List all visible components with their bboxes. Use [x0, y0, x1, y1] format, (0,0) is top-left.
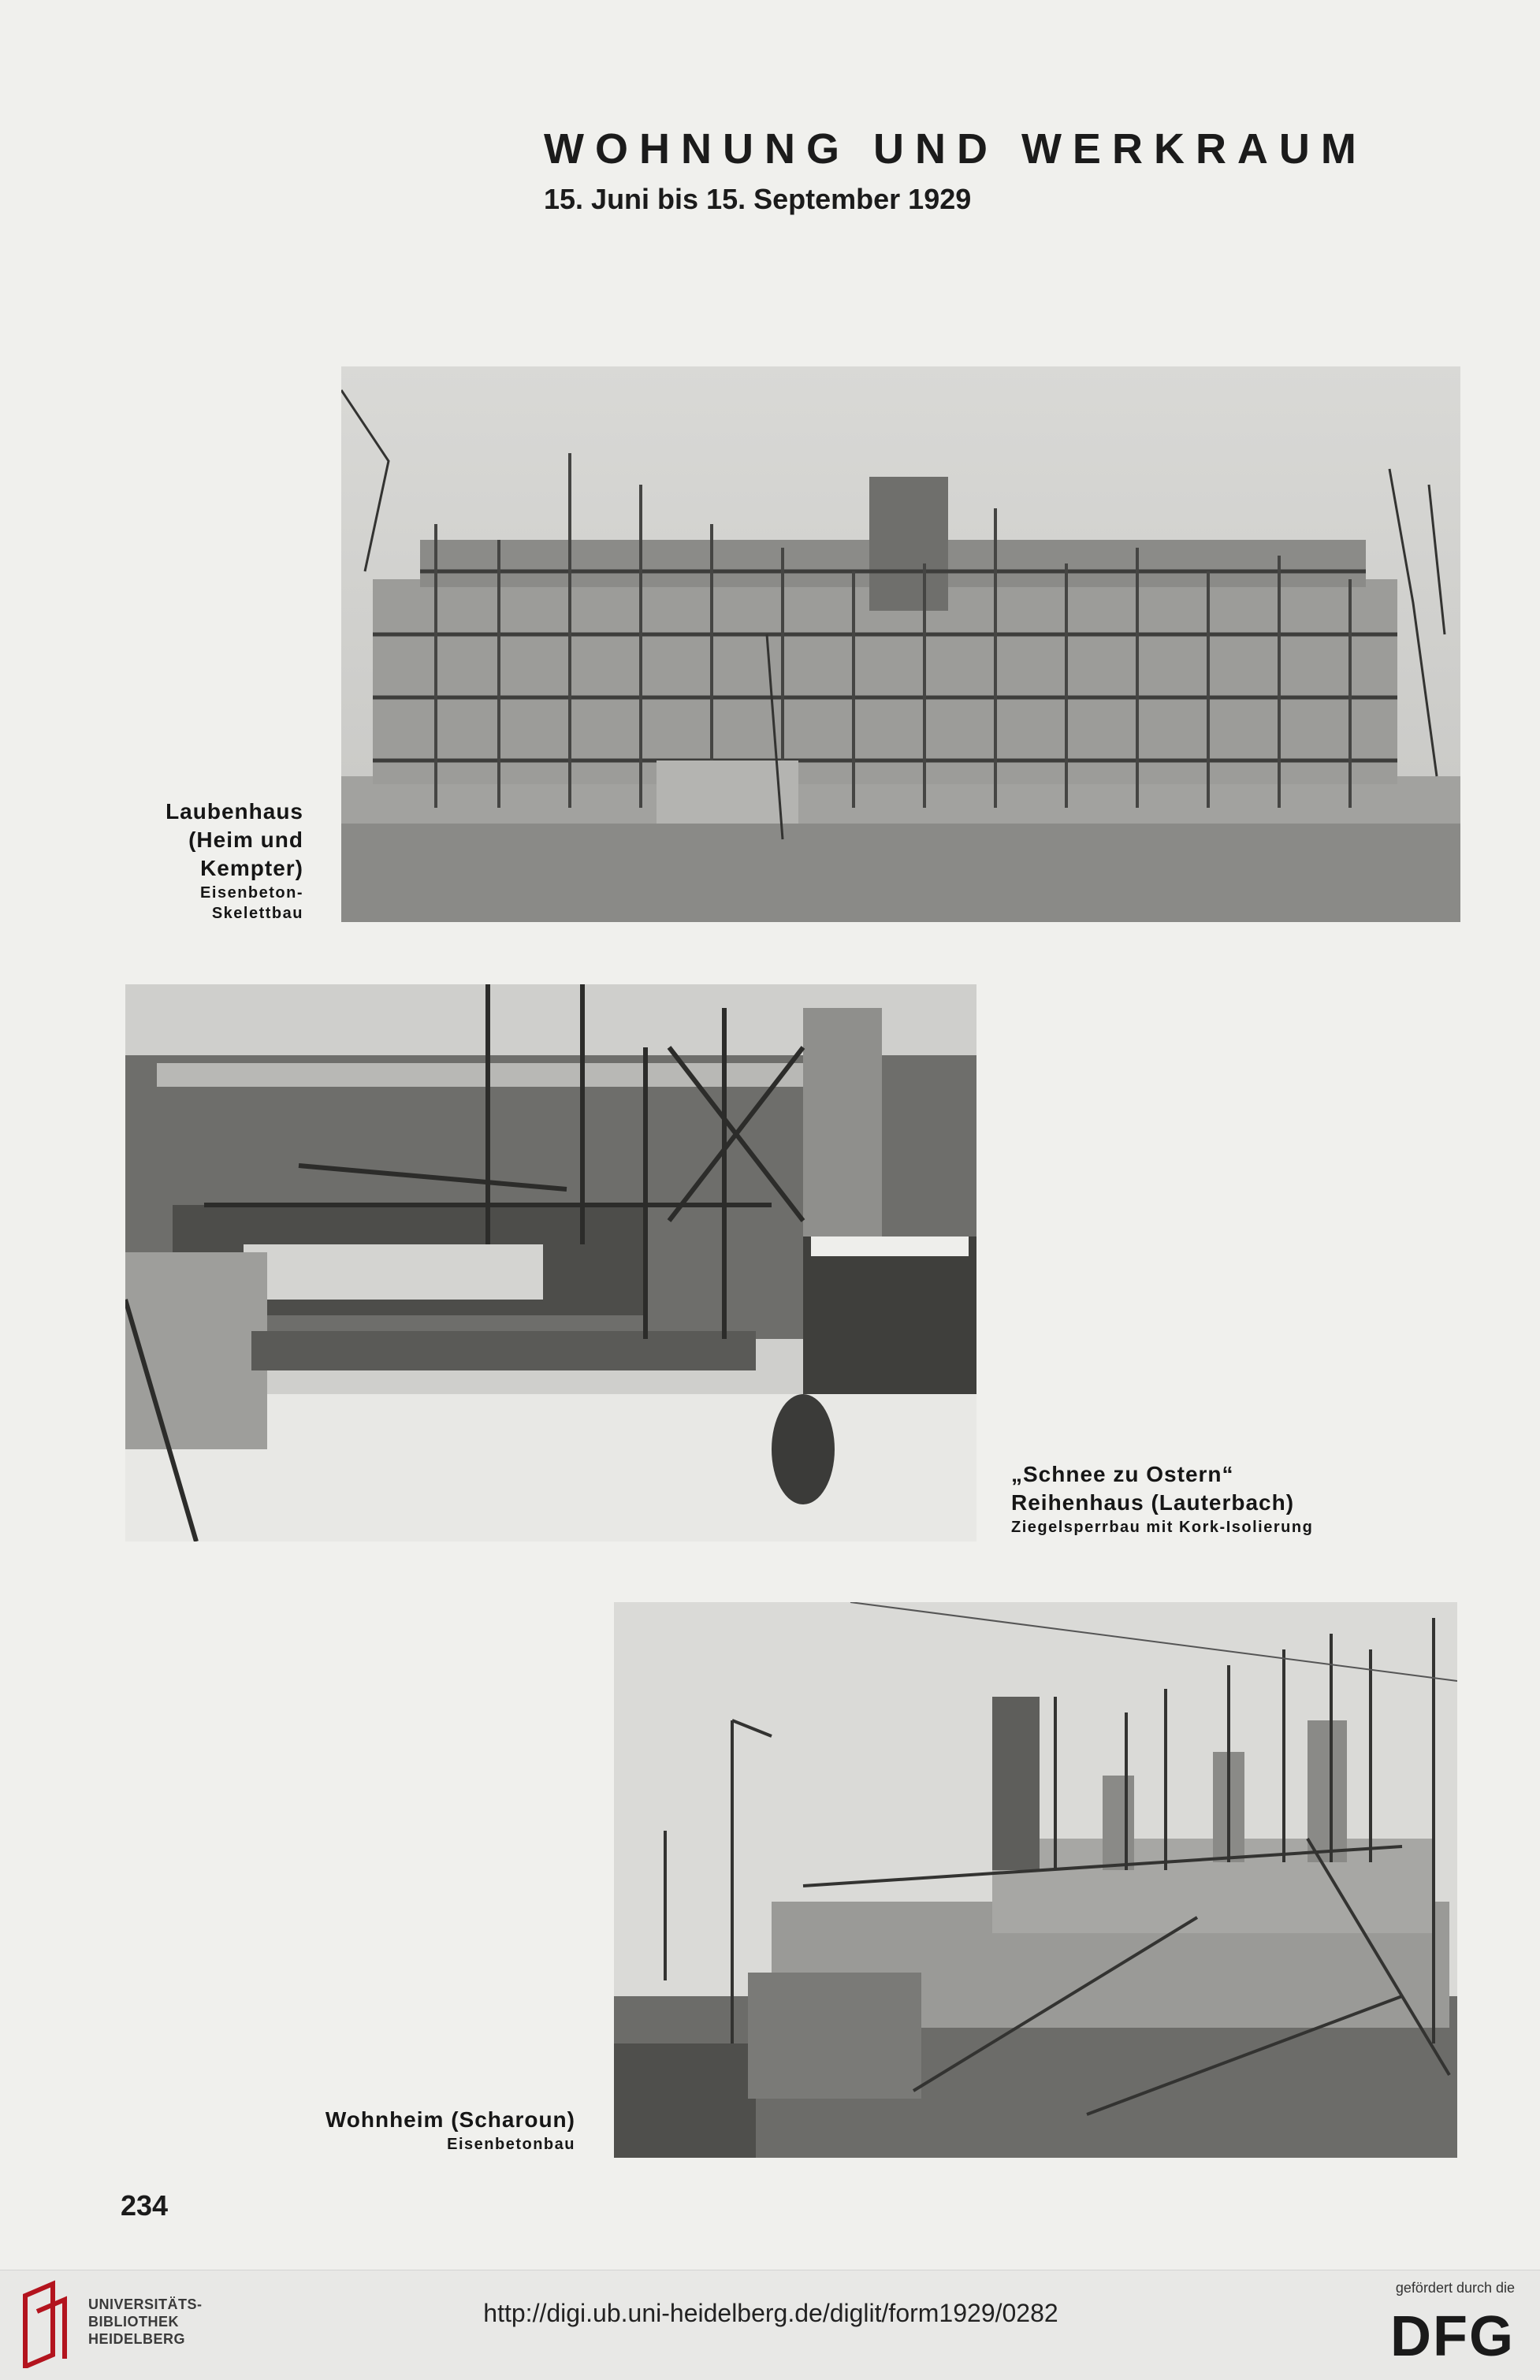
- caption-subline: Eisenbeton-: [200, 884, 303, 902]
- page-title: WOHNUNG UND WERKRAUM: [544, 125, 1367, 173]
- caption-wohnheim: [260, 2106, 575, 2155]
- photo-wohnheim: [614, 1602, 1457, 2158]
- library-name-line: BIBLIOTHEK: [88, 2314, 179, 2330]
- photo-laubenhaus-image: [341, 366, 1460, 922]
- caption-subline: Skelettbau: [211, 905, 303, 922]
- dfg-logo: DFG: [1390, 2305, 1515, 2368]
- university-library-logo-icon: [17, 2280, 73, 2368]
- photo-reihenhaus-image: [125, 984, 976, 1541]
- caption-line: Laubenhaus: [166, 799, 303, 824]
- caption-line: Wohnheim (Scharoun): [325, 2107, 575, 2132]
- library-name-line: UNIVERSITÄTS-: [88, 2296, 203, 2312]
- library-name-line: HEIDELBERG: [88, 2331, 186, 2347]
- caption-subline: Ziegelsperrbau mit Kork-Isolierung: [1011, 1519, 1314, 1536]
- caption-line: (Heim und: [188, 827, 303, 852]
- permalink-url[interactable]: http://digi.ub.uni-heidelberg.de/diglit/form1929/0282: [483, 2299, 1058, 2327]
- caption-subline: Eisenbetonbau: [447, 2136, 575, 2153]
- caption-line: „Schnee zu Ostern“: [1011, 1462, 1234, 1486]
- photo-wohnheim-image: [614, 1602, 1457, 2158]
- photo-laubenhaus: [341, 366, 1460, 922]
- photo-reihenhaus: [125, 984, 976, 1541]
- caption-line: Reihenhaus (Lauterbach): [1011, 1490, 1295, 1515]
- caption-reihenhaus: [1011, 1460, 1500, 1538]
- library-name: [88, 2296, 203, 2348]
- funded-by-label: gefördert durch die: [1395, 2280, 1515, 2296]
- caption-line: Kempter): [200, 856, 303, 880]
- page-number: 234: [121, 2189, 169, 2222]
- caption-laubenhaus: [95, 798, 303, 924]
- page-subtitle: 15. Juni bis 15. September 1929: [544, 183, 972, 215]
